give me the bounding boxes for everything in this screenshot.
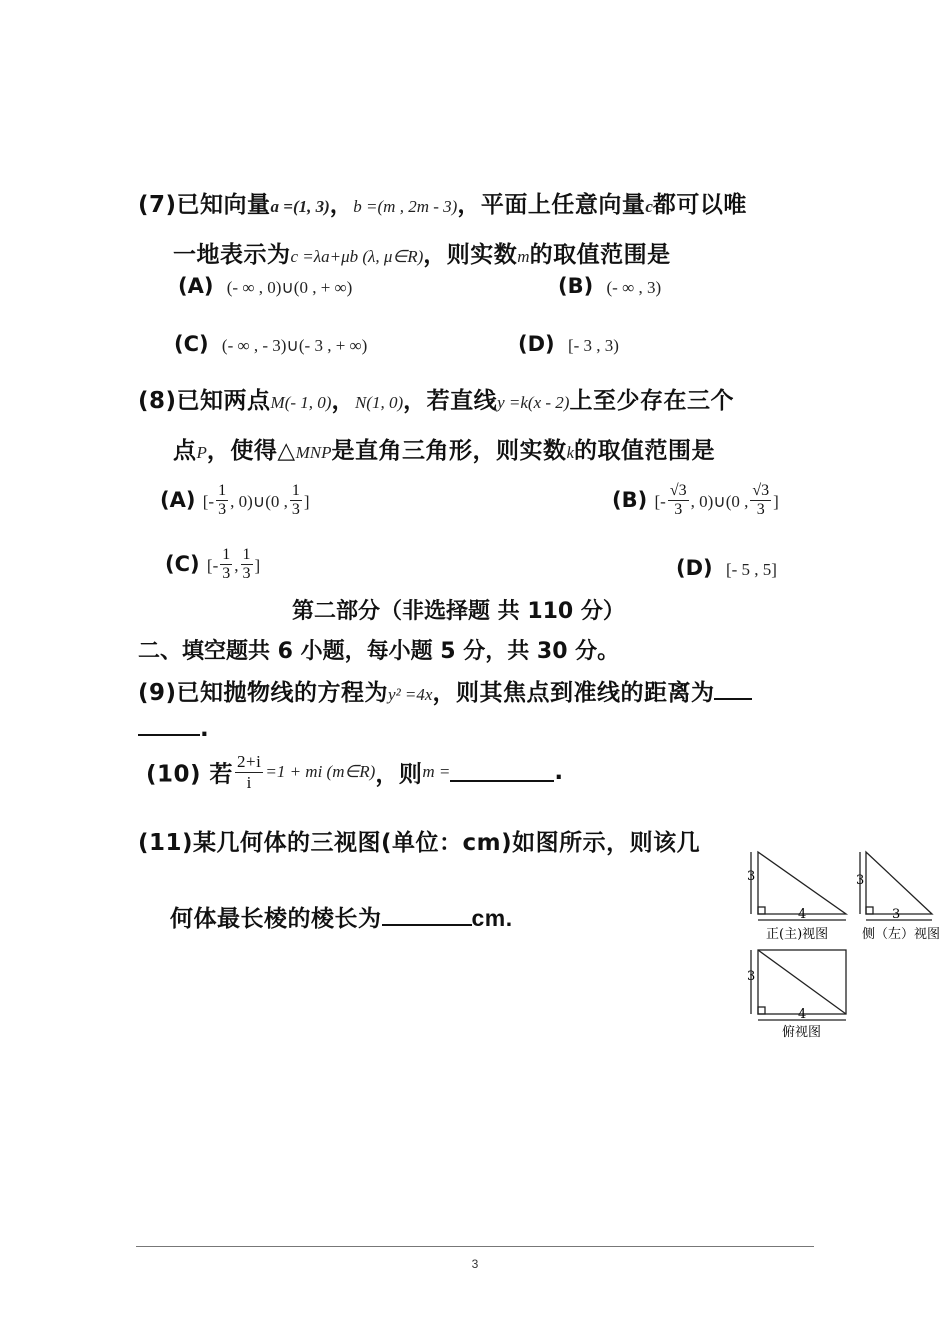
fraction-num: 1 <box>290 482 302 501</box>
q7-line1 <box>138 186 747 219</box>
side-view-label: 侧（左）视图 <box>862 927 941 942</box>
fraction-den: 3 <box>222 565 231 583</box>
option-label: (C) <box>174 332 209 356</box>
right-angle-mark <box>758 1007 765 1014</box>
q8-comma: ， <box>331 388 355 414</box>
option-part: ] <box>254 555 261 575</box>
q8-text-b: ，若直线 <box>403 388 498 414</box>
fraction-num: √3 <box>668 482 689 501</box>
fraction <box>750 482 771 520</box>
fraction-num: √3 <box>750 482 771 501</box>
option-label: (C) <box>165 551 200 576</box>
q7-option-c <box>174 332 367 356</box>
page-number: 3 <box>471 1257 479 1271</box>
q8-option-c <box>165 546 260 584</box>
q7-option-a <box>178 274 352 298</box>
q10-line <box>146 752 564 792</box>
q8-line2 <box>173 432 715 465</box>
side-width-label: 3 <box>892 907 901 922</box>
fraction-num: 2+i <box>237 752 262 771</box>
q9-equation: y² =4x <box>388 685 433 704</box>
q8-line2-text: 点 <box>173 438 197 464</box>
front-triangle <box>758 852 846 914</box>
footer-divider <box>136 1246 814 1247</box>
front-view-label: 正(主)视图 <box>766 927 829 942</box>
option-part: [- <box>206 555 219 575</box>
option-value: [- 3 , 3) <box>567 336 619 355</box>
fraction <box>216 482 228 520</box>
fraction-den: i <box>246 772 252 792</box>
option-value: [- 5 , 5] <box>725 560 777 579</box>
q11-line2 <box>170 900 513 933</box>
q10-text: (10) 若 <box>146 761 234 788</box>
q8-point-m: M(- 1, 0) <box>270 393 332 412</box>
fraction-den: 3 <box>242 565 251 583</box>
q7-vector-c: c <box>645 197 653 216</box>
q8-var-k: k <box>566 443 575 462</box>
q10-answer-blank[interactable] <box>450 762 554 782</box>
option-label: (B) <box>558 274 594 298</box>
q8-option-a <box>160 482 310 520</box>
q8-line1 <box>138 382 734 415</box>
option-value: (- ∞ , - 3)∪(- 3 , + ∞) <box>221 336 368 355</box>
q9-answer-blank[interactable] <box>714 680 752 700</box>
q10-var-m: m = <box>422 762 451 782</box>
q7-vector-a: a =(1, 3) <box>270 197 330 216</box>
option-label: (A) <box>178 274 214 298</box>
front-width-label: 4 <box>798 907 807 922</box>
q11-text: 何体最长棱的棱长为 <box>170 906 382 932</box>
fraction-num: 1 <box>241 546 253 565</box>
fraction <box>241 546 253 584</box>
option-label: (B) <box>612 487 648 512</box>
q7-line2-text-b: ，则实数 <box>423 242 518 268</box>
q8-text: (8)已知两点 <box>138 388 271 414</box>
fraction <box>290 482 302 520</box>
front-height-label: 3 <box>747 869 756 884</box>
q7-option-d <box>518 332 619 356</box>
fraction-num: 1 <box>220 546 232 565</box>
fraction-den: 3 <box>218 501 227 519</box>
option-part: [- <box>654 491 666 511</box>
q11-line1: (11)某几何体的三视图(单位：cm)如图所示，则该几 <box>138 830 701 856</box>
q8-triangle: MNP <box>295 443 332 462</box>
q7-var-m: m <box>517 247 530 266</box>
q7-line2 <box>173 236 671 269</box>
option-part: , <box>234 555 239 575</box>
fraction-num: 1 <box>216 482 228 501</box>
option-label: (D) <box>518 332 555 356</box>
fraction-den: 3 <box>756 501 765 519</box>
q8-line2-text-c: 是直角三角形，则实数 <box>331 438 567 464</box>
q11-unit: cm. <box>471 905 513 931</box>
top-width-label: 4 <box>798 1007 807 1022</box>
q11-answer-blank[interactable] <box>382 906 472 926</box>
q8-line2-text-b: ，使得△ <box>206 438 296 464</box>
option-part: ] <box>773 491 779 511</box>
fraction <box>668 482 689 520</box>
q8-line-equation: y =k(x - 2) <box>497 393 570 412</box>
fraction-den: 3 <box>674 501 683 519</box>
q9-text: (9)已知抛物线的方程为 <box>138 680 389 706</box>
part2-title: 第二部分（非选择题 共 110 分） <box>292 599 625 624</box>
fraction <box>220 546 232 584</box>
q9-text-b: ，则其焦点到准线的距离为 <box>432 680 715 706</box>
q8-line2-text-d: 的取值范围是 <box>574 438 716 464</box>
right-angle-mark <box>866 907 873 914</box>
option-part: , 0)∪(0 , <box>230 491 288 511</box>
q9-answer-blank-cont[interactable] <box>138 716 200 736</box>
q7-line2-text-c: 的取值范围是 <box>529 242 671 268</box>
q8-option-d <box>676 556 777 580</box>
fraction-den: 3 <box>291 501 300 519</box>
q10-period: . <box>554 759 564 786</box>
q7-text-c: 都可以唯 <box>652 192 747 218</box>
side-triangle <box>866 852 932 914</box>
option-part: [- <box>202 491 215 511</box>
q7-line2-text: 一地表示为 <box>173 242 291 268</box>
option-value: (- ∞ , 0)∪(0 , + ∞) <box>226 278 353 297</box>
option-value: (- ∞ , 3) <box>606 278 662 297</box>
q9-line1 <box>138 674 752 707</box>
option-label: (A) <box>160 487 196 512</box>
q10-equation: =1 + mi (m∈R) <box>265 762 376 782</box>
top-diagonal <box>758 950 846 1014</box>
top-height-label: 3 <box>747 969 756 984</box>
right-angle-mark <box>758 907 765 914</box>
q9-period: . <box>200 716 210 742</box>
q10-text-b: ，则 <box>375 761 423 788</box>
q9-line2 <box>138 716 209 742</box>
three-view-figure <box>744 846 944 1046</box>
q7-text: (7)已知向量 <box>138 192 271 218</box>
q8-text-c: 上至少存在三个 <box>569 388 734 414</box>
q7-option-b <box>558 274 661 298</box>
option-part: ] <box>303 491 310 511</box>
q7-comma: ， <box>329 192 354 218</box>
side-height-label: 3 <box>856 873 865 888</box>
option-label: (D) <box>676 556 713 580</box>
section2-heading: 二、填空题共 6 小题，每小题 5 分，共 30 分。 <box>138 639 620 664</box>
q8-point-n: N(1, 0) <box>354 393 404 412</box>
q8-var-p: P <box>196 443 207 462</box>
q7-vector-b: b =(m , 2m - 3) <box>353 197 458 216</box>
top-view-label: 俯视图 <box>782 1025 822 1040</box>
q7-expression: c =λa+μb (λ, μ∈R) <box>290 247 424 266</box>
option-part: , 0)∪(0 , <box>690 491 749 511</box>
q10-fraction <box>235 752 263 792</box>
q8-option-b <box>612 482 779 520</box>
q7-text-b: ，平面上任意向量 <box>457 192 646 218</box>
